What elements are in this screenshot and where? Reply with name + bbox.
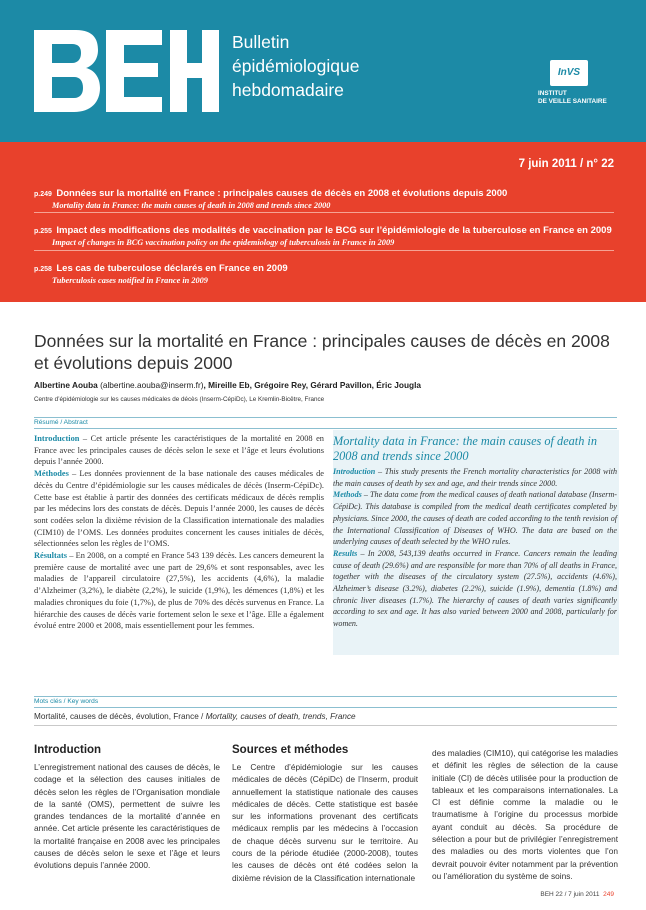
abstract-label: Résumé / Abstract bbox=[34, 419, 88, 426]
invs-logo bbox=[538, 60, 608, 110]
abstract-paragraph bbox=[34, 433, 324, 468]
page-number: 249 bbox=[603, 891, 614, 898]
issue-date: 7 juin 2011 / n° 22 bbox=[518, 158, 614, 170]
abstract-text: – Cet article présente les caractéristiques de la mortalité en 2008 en France avec les principales causes de décès selon le sexe et l’âge et leurs évolutions depuis l’année 2000. bbox=[34, 434, 324, 467]
masthead-subtitle bbox=[232, 30, 359, 102]
subtitle-line: hebdomadaire bbox=[232, 80, 344, 100]
first-author: Albertine Aouba bbox=[34, 380, 98, 390]
summary-title-fr: Impact des modifications des modalités de vaccination par le BCG sur l’épidémiologie de la tuberculose en France en 2009 bbox=[56, 225, 612, 236]
keywords-label: Mots clés / Key words bbox=[34, 698, 99, 705]
other-authors: , Mireille Eb, Grégoire Rey, Gérard Pavillon, Éric Jougla bbox=[203, 380, 421, 390]
invs-caption-line: DE VEILLE SANITAIRE bbox=[538, 98, 607, 105]
abstract-paragraph bbox=[333, 548, 617, 630]
abstract-paragraph bbox=[34, 468, 324, 550]
keywords-fr: Mortalité, causes de décès, évolution, France bbox=[34, 712, 199, 721]
summary-item[interactable] bbox=[34, 183, 634, 210]
abstract-paragraph bbox=[333, 466, 617, 489]
summary-title-fr: Les cas de tuberculose déclarés en France en 2009 bbox=[56, 263, 288, 274]
body-column: Le Centre d’épidémiologie sur les causes médicales de décès (CépiDc) de l’Inserm, produit annuellement la statistique nationale des causes médicales de décès. Cette statistique est basée sur les informations provenant des certificats médicaux remplis par les médecins à l’occasion de chaque décès survenu sur le territoire. Au cours de la période étudiée (2000-2008), toutes les causes de décès ont été codées selon la dixième révision de la Classification internationale bbox=[232, 762, 418, 883]
abstract-heading: Introduction bbox=[34, 434, 80, 443]
body-column: des maladies (CIM10), qui catégorise les maladies et définit les règles de sélection de la cause initiale (CI) de décès utilisée pour la production de tableaux et les comparaisons internationales. La CI est définie comme la maladie ou le traumatisme à l’origine du processus morbide ayant conduit au décès. Sa procédure de sélection a pour but de privilégier l’enregistrement des maladies ou des morts violentes que l’on devrait pouvoir éviter notamment par la prévention ou l’amélioration du système de soins. bbox=[432, 748, 618, 881]
divider bbox=[34, 428, 617, 429]
abstract-paragraph bbox=[34, 550, 324, 632]
abstract-fr bbox=[34, 433, 324, 632]
divider bbox=[34, 725, 617, 726]
summary-item[interactable] bbox=[34, 258, 634, 285]
abstract-paragraph bbox=[333, 489, 617, 548]
body-column: L’enregistrement national des causes de décès, le codage et la sélection des causes initiales de décès selon les règles de l’Organisation mondiale de la santé (OMS), permettent de suivre les grandes tendances de la mortalité d’année en année. Cet article présente les caractéristiques de la mortalité française en 2008 avec les principales causes de décès selon le sexe et l’âge et leurs évolutions depuis l’année 2000. bbox=[34, 762, 220, 871]
divider bbox=[34, 707, 617, 708]
abstract-heading: Results bbox=[333, 548, 358, 558]
keywords-en: Mortality, causes of death, trends, France bbox=[205, 712, 356, 721]
abstract-text: – En 2008, on a compté en France 543 139 décès. Les cancers demeurent la première cause de mortalité avec une part de 29,6% et sont responsables, avec les maladies de l’appareil circulatoire (27,5%), les accidents (4,6%), la maladie d’Alzheimer (3,2%), le diabète (2,2%), le suicide (1,9%), les démences (1,8%) et les maladies chroniques du foie (1,7%), de plus de 70% des décès survenus en France. La hiérarchie des causes de décès varie fortement selon le sexe et l’âge. Elle a également évolué entre 2000 et 2008, mais essentiellement pour les femmes. bbox=[34, 551, 324, 631]
author-email[interactable]: (albertine.aouba@inserm.fr) bbox=[97, 380, 204, 390]
abstract-heading: Méthodes bbox=[34, 469, 69, 479]
divider bbox=[34, 696, 617, 697]
section-heading: Sources et méthodes bbox=[232, 744, 349, 756]
abstract-heading: Introduction bbox=[333, 467, 376, 476]
abstract-en bbox=[333, 466, 617, 630]
summary-title-en: Tuberculosis cases notified in France in 2009 bbox=[52, 276, 208, 285]
summary-divider bbox=[34, 212, 614, 213]
footer-issue: BEH 22 / 7 juin 2011 bbox=[540, 891, 600, 898]
invs-mark: InVS bbox=[550, 60, 588, 86]
summary-page: p.255 bbox=[34, 228, 52, 235]
invs-caption-line: INSTITUT bbox=[538, 90, 567, 97]
abstract-heading: Methods bbox=[333, 490, 362, 500]
summary-title-fr: Données sur la mortalité en France : principales causes de décès en 2008 et évolutions depuis 2000 bbox=[56, 188, 508, 199]
abstract-en-title: Mortality data in France: the main causes of death in 2008 and trends since 2000 bbox=[333, 434, 597, 463]
summary-page: p.258 bbox=[34, 266, 52, 273]
affiliation: Centre d’épidémiologie sur les causes médicales de décès (Inserm-CépiDc), Le Kremlin-Bicêtre, France bbox=[34, 396, 325, 403]
section-heading: Introduction bbox=[34, 744, 102, 756]
summary-item[interactable] bbox=[34, 220, 634, 247]
abstract-text: – This study presents the French mortality characteristics for 2008 with the main causes of death by sex and age, and their trends since 2000. bbox=[333, 467, 617, 488]
abstract-text: – Les données proviennent de la base nationale des causes médicales de décès du Centre d’épidémiologie sur les causes médicales de décès (Inserm-CépiDc). Cette base est établie à partir des données des certificats médicaux de décès remplis par les médecins lors des constats de décès. Depuis l’année 2000, les causes de décès sont codées selon la dixième révision de la Classification internationale des maladies (CIM10) de l’OMS. Les données produites concernent les causes initiales de décès, sélectionnées selon les règles de l’OMS. bbox=[34, 469, 324, 549]
abstract-text: – In 2008, 543,139 deaths occurred in France. Cancers remain the leading cause of death (29.6%) and are responsible for more than 70% of all deaths in France, together with the diseases of the circulatory system (27.5%), accidents (4.6%), Alzheimer’s disease (3.2%), diabetes (2.2%), suicide (1.9%), dementia (1.8%) and chronic liver diseases (1.7%). The hierarchy of causes of death varies significantly according to sex and age. It has also varied between 2000 and 2008, particularly for women. bbox=[333, 548, 617, 629]
summary-title-en: Mortality data in France: the main causes of death in 2008 and trends since 2000 bbox=[52, 201, 331, 210]
article-authors bbox=[34, 380, 421, 390]
article-title-line: et évolutions depuis 2000 bbox=[34, 353, 233, 373]
divider bbox=[34, 417, 617, 418]
summary-divider bbox=[34, 250, 614, 251]
invs-caption bbox=[538, 90, 608, 106]
article-title bbox=[34, 330, 624, 374]
subtitle-line: épidémiologique bbox=[232, 56, 360, 76]
summary-title-en: Impact of changes in BCG vaccination policy on the epidemiology of tuberculosis in France in 2009 bbox=[52, 238, 395, 247]
abstract-heading: Résultats bbox=[34, 551, 68, 561]
keywords-separator: / bbox=[198, 712, 206, 721]
abstract-text: – The data come from the medical causes of death national database (Inserm-CépiDc). This database is compiled from the medical death certificates completed by physicians. Since 2000, the causes of death are coded according to the tenth revision of the International Classification of Diseases of WHO. The data are based on the underlying causes of death selected by the WHO rules. bbox=[333, 490, 617, 547]
page-footer bbox=[540, 891, 614, 898]
summary-page: p.249 bbox=[34, 191, 52, 198]
beh-logo bbox=[34, 30, 219, 112]
article-title-line: Données sur la mortalité en France : principales causes de décès en 2008 bbox=[34, 331, 610, 351]
keywords bbox=[34, 712, 356, 721]
subtitle-line: Bulletin bbox=[232, 32, 290, 52]
